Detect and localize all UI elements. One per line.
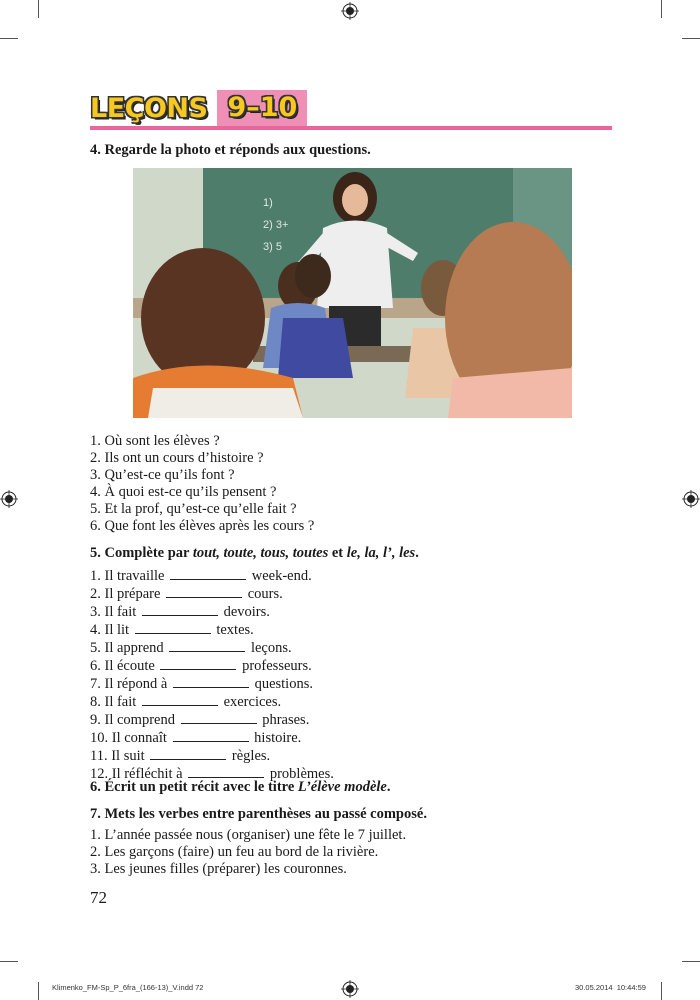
- list-item: 1. L’année passée nous (organiser) une fête le 7 juillet.: [90, 827, 407, 843]
- list-item: 7. Il répond à questions.: [90, 676, 313, 692]
- answer-blank[interactable]: [142, 603, 218, 616]
- lesson-range: 9–10: [217, 90, 307, 126]
- answer-blank[interactable]: [160, 657, 236, 670]
- list-item: 12. Il réfléchit à problèmes.: [90, 766, 334, 782]
- task6-heading: [90, 779, 390, 796]
- crop-mark: [0, 961, 18, 962]
- list-item: 6. Que font les élèves après les cours ?: [90, 518, 315, 534]
- list-item: 10. Il connaît histoire.: [90, 730, 302, 746]
- list-item: 4. À quoi est-ce qu’ils pensent ?: [90, 484, 277, 500]
- footer-timestamp: [575, 983, 646, 992]
- classroom-photo: [133, 168, 572, 418]
- list-item: 3. Qu’est-ce qu’ils font ?: [90, 467, 235, 483]
- answer-blank[interactable]: [142, 693, 218, 706]
- list-item: 2. Ils ont un cours d’histoire ?: [90, 450, 264, 466]
- answer-blank[interactable]: [170, 567, 246, 580]
- task5-heading-italic: tout, toute, tous, toutes: [192, 545, 329, 561]
- crop-mark: [38, 0, 39, 18]
- lesson-title: LEÇONS: [90, 92, 208, 124]
- answer-blank[interactable]: [169, 639, 245, 652]
- answer-blank[interactable]: [173, 729, 249, 742]
- task6-heading-text: .: [386, 779, 391, 795]
- task5-heading: [90, 545, 419, 562]
- answer-blank[interactable]: [135, 621, 211, 634]
- task5-heading-text: .: [415, 545, 419, 561]
- task5-items: [90, 567, 334, 783]
- page-number: 72: [90, 888, 107, 907]
- crop-mark: [661, 982, 662, 1000]
- list-item: 5. Il apprend leçons.: [90, 640, 292, 656]
- footer-time: 10:44:59: [616, 983, 646, 992]
- classroom-illustration: [133, 168, 572, 418]
- task7-heading: 7. Mets les verbes entre parenthèses au passé composé.: [90, 806, 427, 822]
- task6-heading-italic: L’élève modèle: [297, 779, 387, 795]
- task6-heading-text: 6. Écrit un petit récit avec le titre: [90, 779, 298, 795]
- task4-questions: [90, 433, 314, 535]
- list-item: 6. Il écoute professeurs.: [90, 658, 312, 674]
- list-item: 4. Il lit textes.: [90, 622, 254, 638]
- board-line: 2) 3+: [263, 219, 289, 231]
- list-item: 1. Où sont les élèves ?: [90, 433, 220, 449]
- heading-rule: [90, 126, 612, 130]
- task5-heading-text: 5. Complète par: [90, 545, 193, 561]
- footer-filename: Klimenko_FM-Sp_P_6fra_(166-13)_V.indd 72: [52, 983, 204, 992]
- board-line: 1): [263, 197, 273, 209]
- lesson-heading: [90, 88, 307, 128]
- board-line: 3) 5: [263, 241, 282, 253]
- list-item: 9. Il comprend phrases.: [90, 712, 310, 728]
- list-item: 3. Il fait devoirs.: [90, 604, 270, 620]
- answer-blank[interactable]: [150, 747, 226, 760]
- list-item: 2. Les garçons (faire) un feu au bord de la rivière.: [90, 844, 379, 860]
- list-item: 11. Il suit règles.: [90, 748, 271, 764]
- crop-mark: [682, 38, 700, 39]
- answer-blank[interactable]: [181, 711, 257, 724]
- list-item: 5. Et la prof, qu’est-ce qu’elle fait ?: [90, 501, 297, 517]
- crop-mark: [661, 0, 662, 18]
- crop-mark: [682, 961, 700, 962]
- list-item: 8. Il fait exercices.: [90, 694, 282, 710]
- registration-mark-icon: [341, 980, 359, 998]
- list-item: 2. Il prépare cours.: [90, 586, 283, 602]
- registration-mark-icon: [682, 490, 700, 508]
- task5-heading-text: et: [328, 545, 347, 561]
- task4-heading: 4. Regarde la photo et réponds aux questions.: [90, 142, 371, 158]
- registration-mark-icon: [341, 2, 359, 20]
- crop-mark: [0, 38, 18, 39]
- task7-items: [90, 827, 406, 878]
- crop-mark: [38, 982, 39, 1000]
- answer-blank[interactable]: [173, 675, 249, 688]
- registration-mark-icon: [0, 490, 18, 508]
- task5-heading-italic: le, la, l’, les: [346, 545, 416, 561]
- answer-blank[interactable]: [188, 765, 264, 778]
- answer-blank[interactable]: [166, 585, 242, 598]
- footer-date: 30.05.2014: [575, 983, 613, 992]
- list-item: 1. Il travaille week-end.: [90, 568, 312, 584]
- list-item: 3. Les jeunes filles (préparer) les couronnes.: [90, 861, 347, 877]
